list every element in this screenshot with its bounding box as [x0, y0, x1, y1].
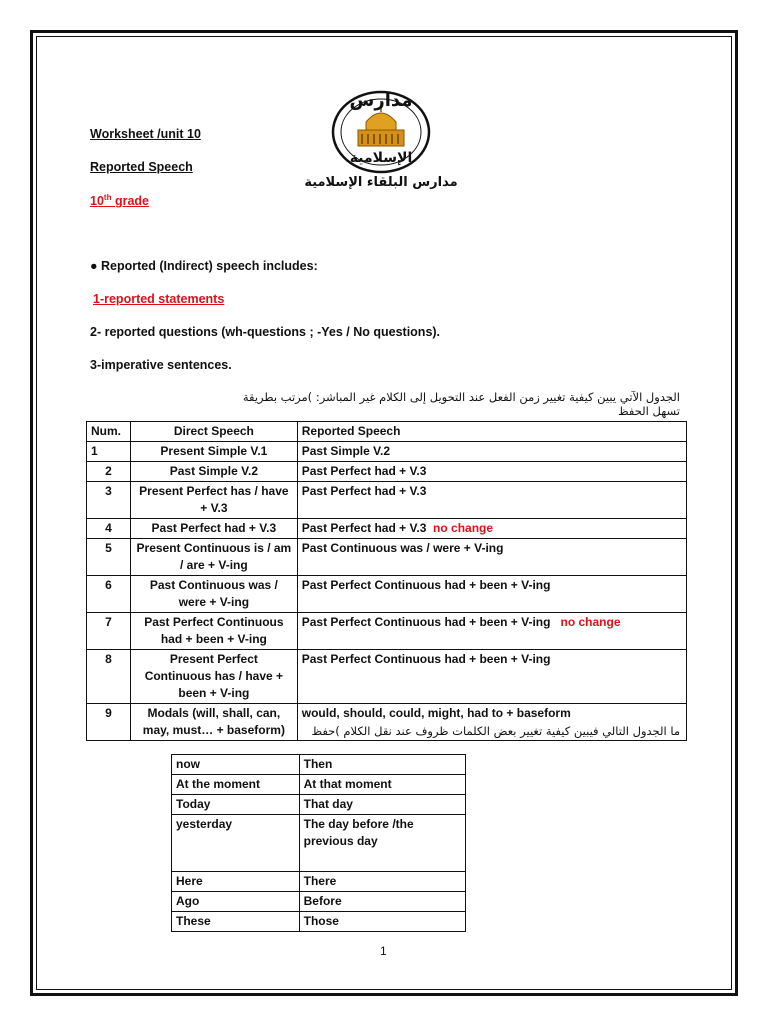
- worksheet-title: Worksheet /unit 10: [90, 127, 201, 141]
- seal-graphic: [296, 82, 476, 192]
- intro-item-1: 1-reported statements: [93, 292, 225, 306]
- row-num: 8: [87, 650, 131, 704]
- table-row: [87, 650, 687, 704]
- table-row: [87, 519, 687, 539]
- table-row: [172, 912, 466, 932]
- row-direct: Past Perfect Continuous had + been + V-ing: [130, 613, 297, 650]
- row-direct: Present Perfect Continuous has / have + been + V-ing: [130, 650, 297, 704]
- tense-table-header: [87, 422, 687, 442]
- intro-heading: ● Reported (Indirect) speech includes:: [90, 259, 318, 273]
- intro-item-2: 2- reported questions (wh-questions ; -Yes / No questions).: [90, 325, 441, 339]
- row-num: 5: [87, 539, 131, 576]
- row-num: 6: [87, 576, 131, 613]
- table-row: [87, 482, 687, 519]
- row-direct: Modals (will, shall, can, may, must… + baseform): [130, 704, 297, 741]
- adverb-direct: At the moment: [172, 775, 300, 795]
- adverb-reported: Then: [299, 755, 465, 775]
- table-row: [87, 462, 687, 482]
- table-row: [87, 539, 687, 576]
- no-change-note: no change: [433, 521, 494, 535]
- grade-word: grade: [114, 194, 149, 209]
- adverb-direct: Ago: [172, 892, 300, 912]
- grade-label: [90, 193, 149, 208]
- row-reported: Past Perfect had + V.3 no change: [297, 519, 686, 539]
- header-direct: Direct Speech: [130, 422, 297, 442]
- arabic-note-1: الجدول الآتي يبين كيفية تغيير زمن الفعل عند التحويل إلى الكلام غير المباشر: )مرتب بطريقة تسهل الحفظ: [242, 390, 680, 418]
- row-direct: Present Continuous is / am / are + V-ing: [130, 539, 297, 576]
- grade-suffix: th: [103, 193, 112, 202]
- svg-text:الإسلامية: الإسلامية: [349, 150, 413, 166]
- row-reported: Past Perfect Continuous had + been + V-ing: [297, 576, 686, 613]
- school-seal-logo: [296, 82, 476, 192]
- adverb-direct: Here: [172, 872, 300, 892]
- adverb-reported: There: [299, 872, 465, 892]
- adverb-table: [171, 754, 466, 932]
- row-num: 1: [87, 442, 131, 462]
- row-direct: Present Simple V.1: [130, 442, 297, 462]
- row-direct: Present Perfect has / have + V.3: [130, 482, 297, 519]
- svg-text:مدارس: مدارس: [349, 90, 413, 111]
- row-reported: Past Perfect Continuous had + been + V-ing: [297, 650, 686, 704]
- table-row: [172, 892, 466, 912]
- table-row: [172, 755, 466, 775]
- adverb-reported: The day before /the previous day: [299, 815, 465, 872]
- arabic-note-2: ما الجدول التالي فيبين كيفية تغيير بعض الكلمات ظروف عند نقل الكلام )حفظ: [311, 724, 680, 738]
- row-reported: Past Perfect had + V.3: [297, 482, 686, 519]
- adverb-direct: These: [172, 912, 300, 932]
- row-direct: Past Simple V.2: [130, 462, 297, 482]
- table-row: [172, 815, 466, 872]
- header-num: Num.: [87, 422, 131, 442]
- table-row: [87, 613, 687, 650]
- adverb-reported: Those: [299, 912, 465, 932]
- row-reported: Past Simple V.2: [297, 442, 686, 462]
- row-num: 3: [87, 482, 131, 519]
- table-row: [172, 872, 466, 892]
- adverb-direct: now: [172, 755, 300, 775]
- row-reported: Past Continuous was / were + V-ing: [297, 539, 686, 576]
- adverb-reported: Before: [299, 892, 465, 912]
- row-num: 2: [87, 462, 131, 482]
- adverb-reported: At that moment: [299, 775, 465, 795]
- table-row: [87, 442, 687, 462]
- tense-table: [86, 421, 687, 741]
- page-number: 1: [380, 944, 387, 958]
- topic-title: Reported Speech: [90, 160, 193, 174]
- row-num: 4: [87, 519, 131, 539]
- row-num: 9: [87, 704, 131, 741]
- header-reported: Reported Speech: [297, 422, 686, 442]
- table-row: [87, 576, 687, 613]
- adverb-direct: yesterday: [172, 815, 300, 872]
- row-num: 7: [87, 613, 131, 650]
- svg-text:مدارس البلقاء الإسلامية: مدارس البلقاء الإسلامية: [304, 175, 458, 190]
- row-reported: Past Perfect Continuous had + been + V-ing no change: [297, 613, 686, 650]
- intro-item-3: 3-imperative sentences.: [90, 358, 232, 372]
- grade-number: 10: [90, 194, 104, 209]
- adverb-direct: Today: [172, 795, 300, 815]
- table-row: [172, 795, 466, 815]
- row-reported: Past Perfect had + V.3: [297, 462, 686, 482]
- row-direct: Past Continuous was / were + V-ing: [130, 576, 297, 613]
- adverb-reported: That day: [299, 795, 465, 815]
- table-row: [172, 775, 466, 795]
- row-reported: would, should, could, might, had to + baseform: [297, 704, 686, 741]
- row-direct: Past Perfect had + V.3: [130, 519, 297, 539]
- no-change-note: no change: [560, 615, 621, 629]
